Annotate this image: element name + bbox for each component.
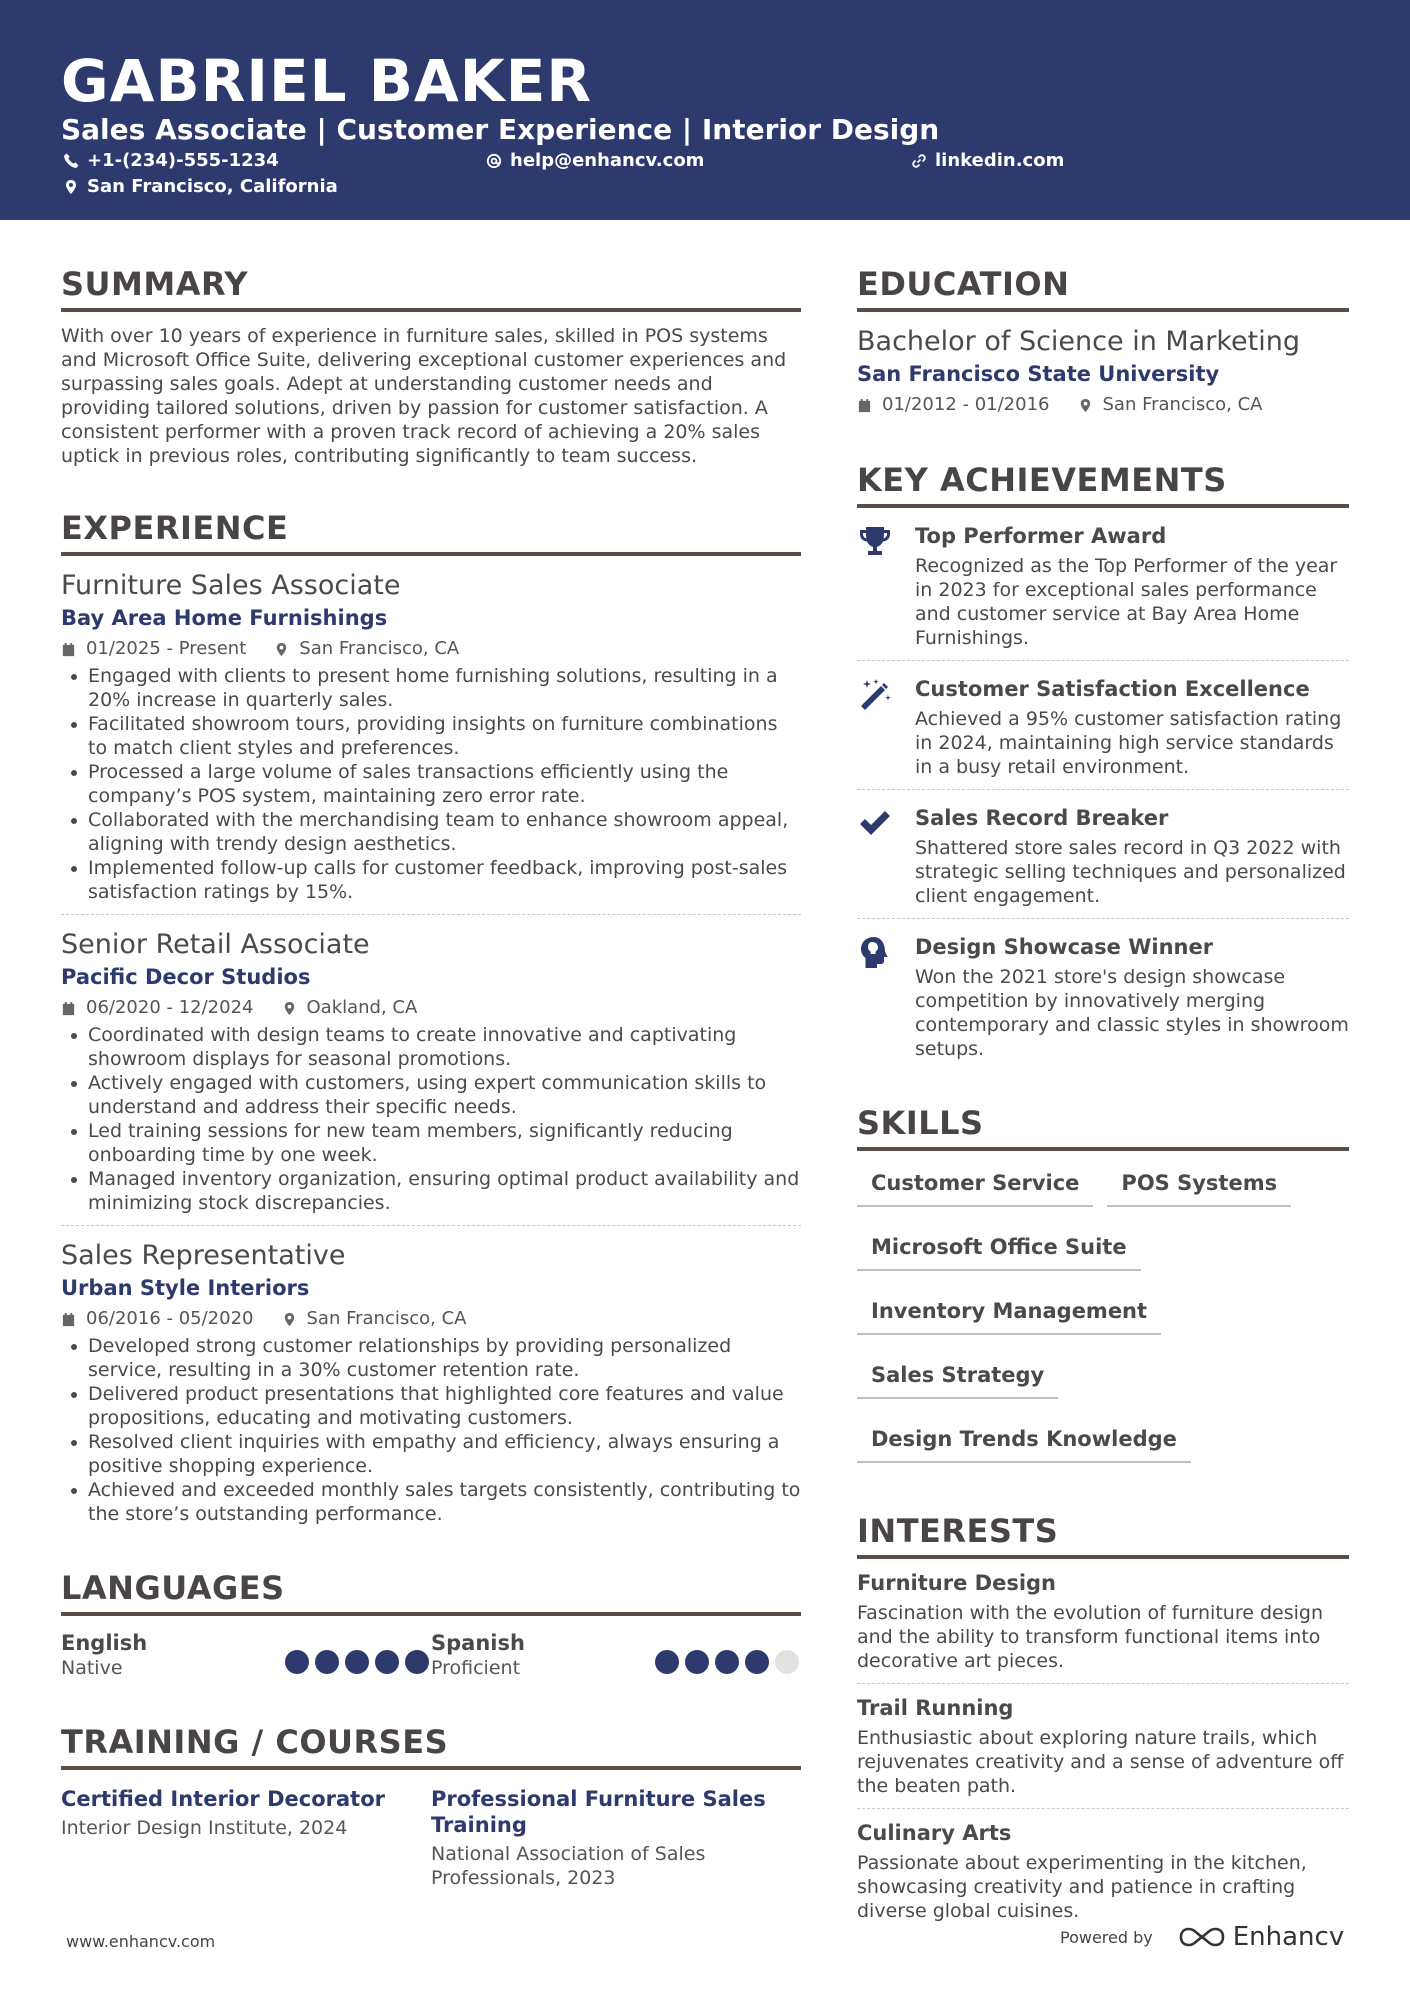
education-dates: 01/2012 - 01/2016	[882, 394, 1050, 415]
brand-name: Enhancv	[1232, 1922, 1345, 1952]
company-name: Urban Style Interiors	[61, 1276, 310, 1300]
interest-text: Enthusiastic about exploring nature trails, which rejuvenates creativity and a sense of adventure off the beaten path.	[857, 1727, 1344, 1797]
location-pin-icon	[63, 179, 79, 195]
job-dates: 06/2020 - 12/2024	[86, 997, 254, 1018]
achievements-section	[857, 458, 1349, 1071]
section-title-languages: LANGUAGES	[61, 1566, 801, 1616]
resume-header	[0, 0, 1410, 220]
achievement-title: Top Performer Award	[915, 524, 1167, 548]
email-text: help@enhancv.com	[510, 150, 705, 171]
training-section	[61, 1720, 801, 1890]
language-item	[61, 1630, 431, 1680]
interest-item	[857, 1559, 1349, 1684]
section-title-skills: SKILLS	[857, 1101, 1349, 1151]
footer-branding[interactable]	[1060, 1922, 1344, 1952]
job-meta	[61, 995, 801, 1021]
job-meta	[61, 636, 801, 662]
experience-section	[61, 506, 801, 1526]
candidate-name: GABRIEL BAKER	[61, 47, 593, 115]
achievement-item	[857, 508, 1349, 661]
company-name: Pacific Decor Studios	[61, 965, 311, 989]
location-pin-icon	[274, 642, 289, 657]
section-title-education: EDUCATION	[857, 262, 1349, 312]
achievement-title: Customer Satisfaction Excellence	[915, 677, 1310, 701]
job-title: Sales Representative	[61, 1240, 346, 1271]
list-item: Managed inventory organization, ensuring optimal product availability and minimizing stock discrepancies.	[61, 1167, 801, 1215]
enhancv-logo	[1179, 1922, 1344, 1952]
job-location: Oakland, CA	[306, 997, 418, 1018]
achievement-text: Shattered store sales record in Q3 2022 with strategic selling techniques and personalized client engagement.	[915, 837, 1346, 907]
rating-dot-filled	[655, 1650, 679, 1674]
interests-section	[857, 1509, 1349, 1933]
interest-title: Trail Running	[857, 1696, 1014, 1720]
rating-dot-filled	[345, 1650, 369, 1674]
list-item: Coordinated with design teams to create innovative and captivating showroom displays for seasonal promotions.	[61, 1023, 801, 1071]
achievement-item	[857, 790, 1349, 919]
contact-phone[interactable]	[63, 150, 279, 172]
skills-section	[857, 1101, 1349, 1481]
phone-text: +1-(234)-555-1234	[87, 150, 279, 171]
linkedin-text: linkedin.com	[935, 150, 1065, 171]
company-name: Bay Area Home Furnishings	[61, 606, 388, 630]
rating-dot-filled	[285, 1650, 309, 1674]
right-column	[857, 262, 1349, 1933]
location-pin-icon	[282, 1001, 297, 1016]
achievement-text: Achieved a 95% customer satisfaction rating in 2024, maintaining high service standards in a busy retail environment.	[915, 708, 1342, 778]
list-item: Processed a large volume of sales transactions efficiently using the company’s POS system, maintaining zero error rate.	[61, 760, 801, 808]
achievement-text: Recognized as the Top Performer of the year in 2023 for exceptional sales performance and customer service at Bay Area Home Furnishings.	[915, 555, 1338, 649]
checkmark-icon	[857, 806, 893, 842]
list-item: Delivered product presentations that highlighted core features and value propositions, educating and motivating customers.	[61, 1382, 801, 1430]
skill-tag: Customer Service	[857, 1161, 1093, 1207]
location-pin-icon	[282, 1312, 297, 1327]
job-title: Furniture Sales Associate	[61, 570, 401, 601]
job-bullets	[61, 1334, 801, 1526]
footer-website[interactable]: www.enhancv.com	[66, 1932, 216, 1951]
course-item	[431, 1786, 801, 1890]
course-title: Certified Interior Decorator	[61, 1787, 385, 1811]
interest-title: Culinary Arts	[857, 1821, 1012, 1845]
degree-title: Bachelor of Science in Marketing	[857, 326, 1300, 357]
contact-email[interactable]	[486, 150, 704, 172]
job-dates: 01/2025 - Present	[86, 638, 247, 659]
rating-dot-filled	[375, 1650, 399, 1674]
rating-dot-filled	[715, 1650, 739, 1674]
job-entry	[61, 1226, 801, 1526]
language-rating	[279, 1630, 429, 1680]
link-icon	[911, 153, 927, 169]
calendar-icon	[857, 398, 872, 413]
list-item: Engaged with clients to present home furnishing solutions, resulting in a 20% increase in quarterly sales.	[61, 664, 801, 712]
left-column	[61, 262, 801, 1890]
language-name: Spanish	[431, 1631, 525, 1655]
phone-icon	[63, 153, 79, 169]
rating-dot-filled	[405, 1650, 429, 1674]
language-rating	[649, 1630, 799, 1680]
enhancv-logo-icon	[1179, 1924, 1225, 1950]
head-idea-icon	[857, 935, 893, 971]
list-item: Implemented follow-up calls for customer feedback, improving post-sales satisfaction ratings by 15%.	[61, 856, 801, 904]
list-item: Facilitated showroom tours, providing insights on furniture combinations to match client styles and preferences.	[61, 712, 801, 760]
calendar-icon	[61, 642, 76, 657]
contact-location	[63, 176, 338, 198]
interest-text: Fascination with the evolution of furniture design and the ability to transform functional items into decorative art pieces.	[857, 1602, 1323, 1672]
education-section	[857, 262, 1349, 418]
language-name: English	[61, 1631, 148, 1655]
powered-by-label: Powered by	[1060, 1927, 1153, 1947]
skill-tag: POS Systems	[1107, 1161, 1291, 1207]
language-item	[431, 1630, 801, 1680]
achievement-text: Won the 2021 store's design showcase competition by innovatively merging contemporary and classic styles in showroom setups.	[915, 966, 1349, 1060]
school-name: San Francisco State University	[857, 362, 1220, 386]
skill-tag: Design Trends Knowledge	[857, 1417, 1191, 1463]
section-title-experience: EXPERIENCE	[61, 506, 801, 556]
job-meta	[61, 1306, 801, 1332]
course-title: Professional Furniture Sales Training	[431, 1787, 766, 1837]
job-dates: 06/2016 - 05/2020	[86, 1308, 254, 1329]
section-title-achievements: KEY ACHIEVEMENTS	[857, 458, 1349, 508]
job-bullets	[61, 664, 801, 904]
rating-dot-filled	[745, 1650, 769, 1674]
calendar-icon	[61, 1312, 76, 1327]
magic-wand-icon	[857, 677, 893, 713]
skill-tag: Inventory Management	[857, 1289, 1161, 1335]
rating-dot-filled	[685, 1650, 709, 1674]
location-text: San Francisco, California	[87, 176, 338, 197]
achievement-item	[857, 919, 1349, 1071]
skill-tag: Sales Strategy	[857, 1353, 1058, 1399]
language-level: Native	[61, 1657, 123, 1679]
course-item	[61, 1786, 431, 1890]
interest-title: Furniture Design	[857, 1571, 1057, 1595]
list-item: Resolved client inquiries with empathy and efficiency, always ensuring a positive shopping experience.	[61, 1430, 801, 1478]
rating-dot-filled	[315, 1650, 339, 1674]
job-entry	[61, 915, 801, 1226]
list-item: Achieved and exceeded monthly sales targets consistently, contributing to the store’s outstanding performance.	[61, 1478, 801, 1526]
course-provider: Interior Design Institute, 2024	[61, 1817, 348, 1839]
achievement-title: Design Showcase Winner	[915, 935, 1214, 959]
skill-tag: Microsoft Office Suite	[857, 1225, 1141, 1271]
job-entry	[61, 556, 801, 915]
interest-item	[857, 1809, 1349, 1933]
section-title-summary: SUMMARY	[61, 262, 801, 312]
achievement-title: Sales Record Breaker	[915, 806, 1169, 830]
course-provider: National Association of Sales Professionals, 2023	[431, 1843, 706, 1889]
job-bullets	[61, 1023, 801, 1215]
job-location: San Francisco, CA	[299, 638, 460, 659]
job-title: Senior Retail Associate	[61, 929, 370, 960]
trophy-icon	[857, 524, 893, 560]
contact-linkedin[interactable]	[911, 150, 1064, 172]
education-location: San Francisco, CA	[1102, 394, 1263, 415]
list-item: Collaborated with the merchandising team to enhance showroom appeal, aligning with trendy design aesthetics.	[61, 808, 801, 856]
at-icon	[486, 153, 502, 169]
candidate-headline: Sales Associate | Customer Experience | Interior Design	[61, 113, 940, 146]
list-item: Actively engaged with customers, using expert communication skills to understand and address their specific needs.	[61, 1071, 801, 1119]
achievement-item	[857, 661, 1349, 790]
language-level: Proficient	[431, 1657, 521, 1679]
list-item: Led training sessions for new team members, significantly reducing onboarding time by one week.	[61, 1119, 801, 1167]
section-title-training: TRAINING / COURSES	[61, 1720, 801, 1770]
list-item: Developed strong customer relationships by providing personalized service, resulting in a 30% customer retention rate.	[61, 1334, 801, 1382]
rating-dot-empty	[775, 1650, 799, 1674]
interest-text: Passionate about experimenting in the kitchen, showcasing creativity and patience in crafting diverse global cuisines.	[857, 1852, 1307, 1922]
calendar-icon	[61, 1001, 76, 1016]
summary-section	[61, 262, 801, 468]
section-title-interests: INTERESTS	[857, 1509, 1349, 1559]
job-location: San Francisco, CA	[306, 1308, 467, 1329]
education-meta	[857, 392, 1349, 418]
summary-text: With over 10 years of experience in furniture sales, skilled in POS systems and Microsoft Office Suite, delivering exceptional customer experiences and surpassing sales goals. Adept at understanding customer needs and providing tailored solutions, driven by passion for customer satisfaction. A consistent performer with a proven track record of achieving a 20% sales uptick in previous roles, contributing significantly to team success.	[61, 325, 787, 467]
location-pin-icon	[1078, 398, 1093, 413]
languages-section	[61, 1566, 801, 1680]
interest-item	[857, 1684, 1349, 1809]
